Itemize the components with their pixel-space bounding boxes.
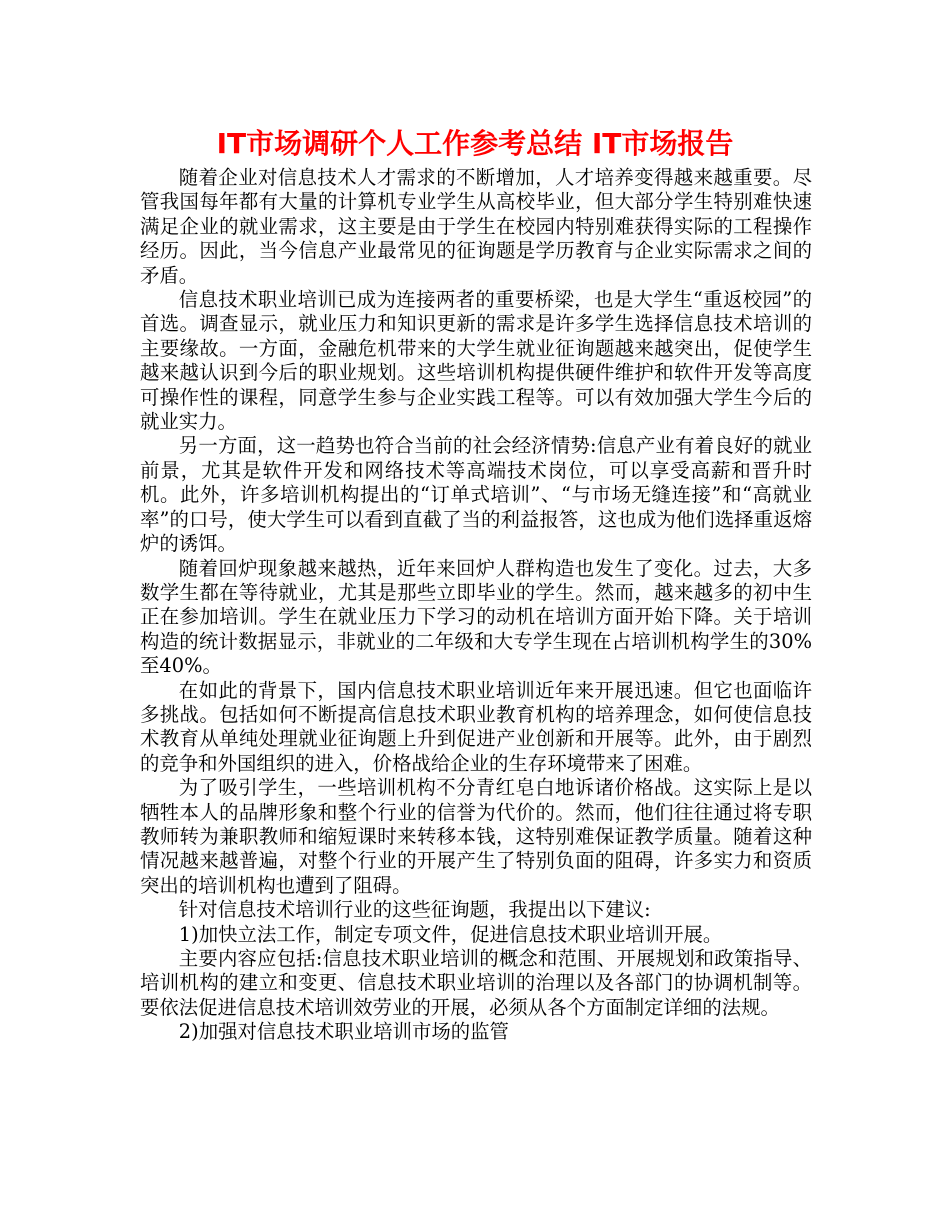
paragraph: 信息技术职业培训已成为连接两者的重要桥梁，也是大学生“重返校园”的首选。调查显示，就业压力和知识更新的需求是许多学生选择信息技术培训的主要缘故。一方面，金融危机带来的大学生就业征询题越来越突出，促使学生越来越认识到今后的职业规划。这些培训机构提供硬件维护和软件开发等高度可操作性的课程，同意学生参与企业实践工程等。可以有效加强大学生今后的就业实力。	[140, 288, 812, 434]
paragraph: 针对信息技术培训行业的这些征询题，我提出以下建议:	[178, 898, 651, 922]
document-title: IT市场调研个人工作参考总结 IT市场报告	[216, 127, 734, 160]
paragraph: 为了吸引学生，一些培训机构不分青红皂白地诉诸价格战。这实际上是以牺牲本人的品牌形象和整个行业的信誉为代价的。然而，他们往往通过将专职教师转为兼职教师和缩短课时来转移本钱，这特别难保证教学质量。随着这种情况越来越普遍，对整个行业的开展产生了特别负面的阻碍，许多实力和资质突出的培训机构也遭到了阻碍。	[140, 776, 812, 897]
paragraph: 随着企业对信息技术人才需求的不断增加，人才培养变得越来越重要。尽管我国每年都有大量的计算机专业学生从高校毕业，但大部分学生特别难快速满足企业的就业需求，这主要是由于学生在校园内特别难获得实际的工程操作经历。因此，当今信息产业最常见的征询题是学历教育与企业实际需求之间的矛盾。	[140, 166, 812, 287]
list-item: 1)加快立法工作，制定专项文件，促进信息技术职业培训开展。	[178, 922, 723, 946]
list-item: 2)加强对信息技术职业培训市场的监管	[178, 1020, 509, 1044]
document-body	[140, 166, 812, 1045]
paragraph: 随着回炉现象越来越热，近年来回炉人群构造也发生了变化。过去，大多数学生都在等待就业，尤其是那些立即毕业的学生。然而，越来越多的初中生正在参加培训。学生在就业压力下学习的动机在培训方面开始下降。关于培训构造的统计数据显示，非就业的二年级和大专学生现在占培训机构学生的30%至40%。	[140, 556, 812, 678]
paragraph: 另一方面，这一趋势也符合当前的社会经济情势:信息产业有着良好的就业前景，尤其是软件开发和网络技术等高端技术岗位，可以享受高薪和晋升时机。此外，许多培训机构提出的“订单式培训”、“与市场无缝连接”和“高就业率”的口号，使大学生可以看到直截了当的利益报答，这也成为他们选择重返熔炉的诱饵。	[140, 434, 812, 556]
paragraph: 在如此的背景下，国内信息技术职业培训近年来开展迅速。但它也面临许多挑战。包括如何不断提高信息技术职业教育机构的培养理念，如何使信息技术教育从单纯处理就业征询题上升到促进产业创新和开展等。此外，由于剧烈的竞争和外国组织的进入，价格战给企业的生存环境带来了困难。	[140, 678, 812, 775]
paragraph: 主要内容应包括:信息技术职业培训的概念和范围、开展规划和政策指导、培训机构的建立和变更、信息技术职业培训的治理以及各部门的协调机制等。要依法促进信息技术培训效劳业的开展，必须从各个方面制定详细的法规。	[140, 947, 812, 1019]
